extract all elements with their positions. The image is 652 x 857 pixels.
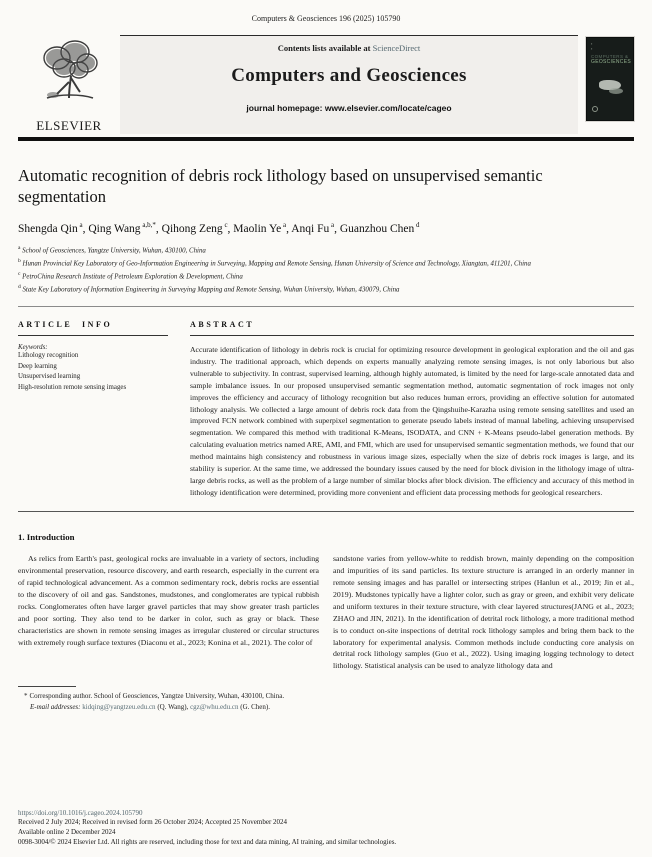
- author-name: Anqi Fu: [291, 222, 330, 235]
- author-name: Guanzhou Chen: [339, 222, 415, 235]
- elsevier-tree-icon: [33, 38, 105, 117]
- affiliation-sup: d: [18, 283, 21, 290]
- article-info-column: [18, 320, 190, 499]
- contents-line: [126, 43, 572, 53]
- author-name: Shengda Qin: [18, 222, 78, 235]
- author-name: Qing Wang: [88, 222, 141, 235]
- affiliation-sup: b: [18, 257, 21, 264]
- body-paragraph-left: As relics from Earth's past, geological rocks are invaluable in a variety of sectors, including environmental preservation, resource discovery, and earth research, especially in the current era of rapid technological advancement. As a common sedimentary rock, debris rocks are essential to the discovery of oil and gas. Sandstones, mudstones, and conglomerates are typical rubbish rocks. Conglomerates often have larger gravel particles that may show greater trash particles and poor sorting. They also tend to be darker in color, such as gray or black. These characteristics are shown in remote sensing images as irregular clustered or circular structures with extremely rough surface textures (Diaconu et al., 2023; Konina et al., 2021). The color of: [18, 554, 319, 647]
- keyword-item: Lithology recognition: [18, 351, 79, 359]
- author-name: Qihong Zeng: [161, 222, 223, 235]
- affiliations: [18, 244, 634, 296]
- email-mid1: (Q. Wang),: [155, 702, 191, 711]
- email-link-qwang[interactable]: kidqing@yangtzeu.edu.cn: [82, 702, 156, 711]
- footnote-star: *: [24, 692, 28, 701]
- available-online: Available online 2 December 2024: [18, 827, 116, 836]
- info-abstract-section: [18, 320, 634, 499]
- cover-title: [591, 54, 631, 65]
- author-affil-sup: a: [77, 221, 83, 230]
- section-heading-introduction: 1. Introduction: [18, 532, 75, 543]
- homepage-line: [126, 103, 572, 113]
- affiliation-sup: a: [18, 244, 21, 251]
- footnote-rule: [18, 686, 76, 687]
- footer-block: [18, 809, 634, 847]
- homepage-url-link[interactable]: www.elsevier.com/locate/cageo: [324, 103, 452, 113]
- author-affil-sup: a: [329, 221, 335, 230]
- footnote-block: [18, 686, 634, 712]
- abstract-bottom-divider: [18, 511, 634, 512]
- page-content: [0, 35, 652, 712]
- article-info-heading: ARTICLE INFO: [18, 319, 113, 329]
- abstract-column: [190, 320, 634, 499]
- body-column-left: [18, 553, 326, 672]
- author-affil-sup: a,b,*: [140, 221, 156, 230]
- abstract-heading: ABSTRACT: [190, 319, 255, 329]
- journal-header-band: [18, 35, 634, 134]
- body-columns: [18, 553, 634, 672]
- email-link-gchen[interactable]: cgz@whu.edu.cn: [190, 702, 239, 711]
- cover-artwork-shadow: [609, 88, 623, 94]
- author-line: Shengda Qin $^a$, Qing Wang $^{a,b,*}$, Qihong Zeng $^c$, Maolin Ye $^a$, Anqi Fu $^a$, Guanzhou Chen $^d$: [18, 221, 420, 235]
- corresponding-author-note: [18, 691, 634, 702]
- copyright-line: 0098-3004/© 2024 Elsevier Ltd. All rights are reserved, including those for text and data mining, AI training, and similar technologies.: [18, 837, 397, 846]
- cover-logo-dot: [592, 106, 598, 112]
- received-dates: Received 2 July 2024; Received in revised form 26 October 2024; Accepted 25 November 2024: [18, 817, 288, 826]
- article-info-rule: [18, 335, 168, 336]
- author-affil-sup: c: [222, 221, 228, 230]
- author-affil-sup: d: [414, 221, 420, 230]
- elsevier-wordmark: ELSEVIER: [36, 118, 102, 133]
- cover-block: [578, 35, 634, 134]
- keyword-item: High-resolution remote sensing images: [18, 383, 127, 391]
- publisher-block: [18, 35, 120, 134]
- sciencedirect-link[interactable]: ScienceDirect: [372, 43, 421, 53]
- header-divider: [18, 137, 634, 141]
- keyword-item: Deep learning: [18, 362, 57, 370]
- contents-prefix: Contents lists available at: [277, 43, 373, 53]
- keywords-label: Keywords:: [18, 343, 48, 351]
- journal-cover-thumbnail[interactable]: [586, 37, 634, 121]
- keyword-item: Unsupervised learning: [18, 373, 81, 381]
- email-mid2: (G. Chen).: [238, 702, 270, 711]
- affiliation-line: $^d$ State Key Laboratory of Information Engineering in Surveying Mapping and Remote Sensing, Wuhan University, Wuhan, 430079, China: [18, 283, 400, 294]
- journal-masthead: [120, 35, 578, 134]
- author-name: Maolin Ye: [233, 222, 282, 235]
- affiliation-line: $^c$ PetroChina Research Institute of Petroleum Exploration & Development, China: [18, 270, 243, 281]
- abstract-rule: [190, 335, 634, 336]
- doi-link[interactable]: https://doi.org/10.1016/j.cageo.2024.105790: [18, 808, 143, 817]
- cover-title-line2: GEOSCIENCES: [591, 59, 631, 65]
- body-paragraph-right: sandstone varies from yellow-white to reddish brown, mainly depending on the composition and impurities of its sand particles. Its texture structure is arranged in an orderly manner in remote sensing images and has parallel or intersecting stripes (Hanlun et al., 2019; Jin et al., 2019). Mudstones typically have a lighter color, such as gray or green, and exhibit very delicate and uniform textures in their texture structure, with clear layered structures(JANG et al., 2023; ZHAO and JIN, 2021). In the identification of detrital rock lithology, a more traditional method is to conduct on-site inspections of detrital rock lithology samples and bring them back to the laboratory for experimental analysis. Common methods include conducting core analysis on detrital rock lithology samples (Guo et al., 2022). Using imaging logging technology to detect lithology. Statistical analysis can be used to analyze lithology data and: [333, 554, 634, 671]
- journal-title: Computers and Geosciences: [231, 65, 467, 86]
- affiliation-line: $^a$ School of Geosciences, Yangtze University, Wuhan, 430100, China: [18, 244, 206, 255]
- abstract-text: Accurate identification of lithology in debris rock is crucial for optimizing resource development in geological exploration and the oil and gas industry. The traditional approach, which depends on experts manually analyzing remote sensing images, is not only laborious but also vulnerable to subjectivity. In contrast, supervised learning, although highly automated, is limited by the need for large-scale annotated data and sample imbalance issues. In our proposed unsupervised semantic segmentation method, automatic segmentation of rock images not only improves the efficiency and accuracy of lithology recognition but also reduces human errors, providing an effective solution for automated lithology analysis. We collected a large amount of debris rock data from the Qingshuihe-Karazha using remote sensing satellites and used an improved FCN network combined with superpixel segmentation to generate pseudo labels instead of manual labeling, achieving unsupervised segmentation. We compared this method with traditional K-Means, ISODATA, and CNN + K-Means pseudo-label generation methods. By calculating evaluation metrics named ARE, AMI, and FMI, which are used for unsupervised semantic segmentation methods, we found that our method maintains high consistency and robustness in various image sizes, especially when the size of debris rock images is large, and its stability is superior. At the same time, we addressed the boundary issues caused by the need for block division in the lithology image of ultra-large debris rocks, as well as the problem of a large number of similar blocks after block division. The efficiency and accuracy of this method in lithology identification were determined, providing more convenient and efficient data processing methods for geological researchers.: [190, 344, 634, 498]
- cover-issue-marks: ▪ ▪: [591, 41, 593, 51]
- homepage-prefix: journal homepage:: [246, 103, 325, 113]
- keywords-list: [18, 351, 168, 394]
- cover-title-line1: COMPUTERS &: [591, 54, 629, 59]
- email-label: E-mail addresses:: [30, 702, 81, 711]
- affiliation-line: $^b$ Hunan Provincial Key Laboratory of Geo-Information Engineering in Surveying, Mapping and Remote Sensing, Hunan University of Science and Technology, Xiangtan, 411201, China: [18, 257, 531, 268]
- email-addresses-line: [18, 702, 634, 713]
- paper-title: Automatic recognition of debris rock lithology based on unsupervised semantic segmentation: [18, 165, 543, 207]
- running-head: Computers & Geosciences 196 (2025) 105790: [251, 14, 401, 23]
- affiliation-sup: c: [18, 270, 21, 277]
- title-section-divider: [18, 306, 634, 307]
- corresponding-text: Corresponding author. School of Geosciences, Yangtze University, Wuhan, 430100, China.: [29, 692, 285, 701]
- body-column-right: [326, 553, 634, 672]
- author-affil-sup: a: [281, 221, 287, 230]
